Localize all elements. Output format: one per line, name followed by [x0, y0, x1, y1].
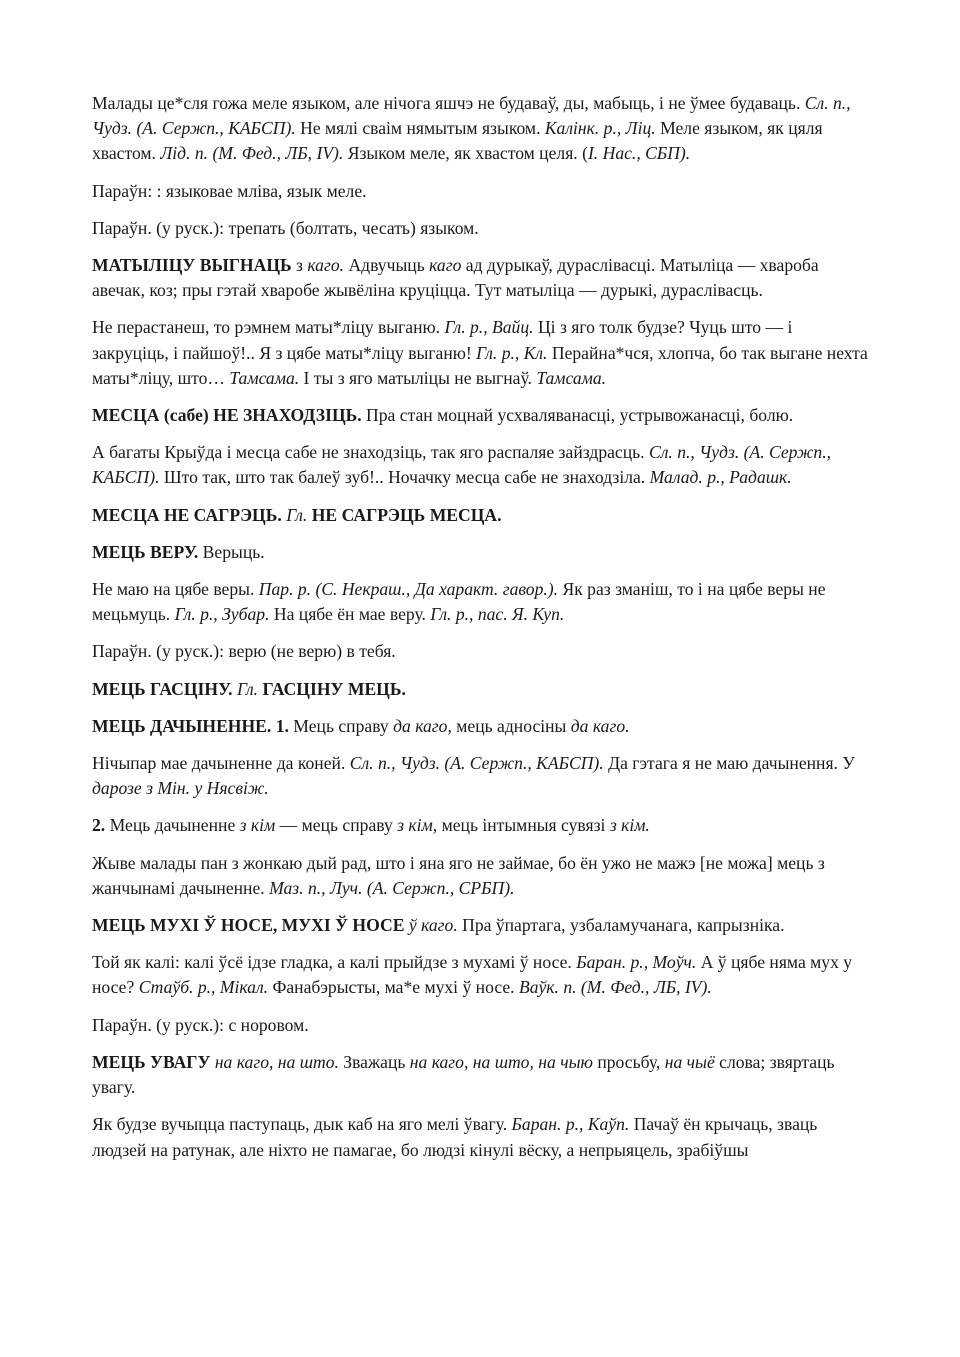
body-text: Параўн: : языковае мліва, язык меле. [92, 180, 367, 201]
body-text: просьбу, [592, 1051, 665, 1072]
body-text: Жыве малады пан з жонкаю дый рад, што і яна яго не займае, бо ён ужо не мажэ [не можа] мець з жанчынамі дачыненне. [92, 852, 825, 898]
dictionary-paragraph [92, 813, 872, 838]
source-reference: з кім [239, 815, 276, 836]
dictionary-paragraph [92, 639, 872, 664]
body-text: Да гэтага я не маю дачынення. У [603, 753, 855, 774]
source-reference: Тамсама. [536, 367, 607, 388]
body-text: Фанабэрысты, ма*е мухі ў носе. [268, 977, 519, 998]
body-text: Мець дачыненне [105, 815, 240, 836]
body-text: Як раз зманіш, то і на цябе веры не мецьмуць. [92, 579, 826, 625]
source-reference: дарозе з Мін. у Нясвіж. [92, 778, 269, 799]
source-reference: Пар. р. (С. Некраш., Да характ. гавор.). [258, 579, 559, 600]
body-text: Пачаў ён крычаць, зваць людзей на ратунак, але ніхто не памагае, бо людзі кінулі вёску, а непрыяцель, зрабіўшы [92, 1114, 818, 1160]
body-text: мець інтымныя сувязі [437, 815, 610, 836]
headword: МЕЦЬ УВАГУ [92, 1051, 211, 1072]
body-text: Не мялі сваім нямытым языком. [295, 118, 545, 139]
source-reference: да каго. [570, 715, 630, 736]
dictionary-paragraph [92, 216, 872, 241]
headword: МЕЦЬ ГАСЦІНУ. [92, 678, 233, 699]
dictionary-paragraph [92, 403, 872, 428]
dictionary-paragraph [92, 179, 872, 204]
source-reference: каго [429, 255, 462, 276]
body-text: Параўн. (у руск.): с норовом. [92, 1014, 309, 1035]
body-text: А багаты Крыўда і месца сабе не знаходзіць, так яго распаляе зайздрасць. [92, 442, 649, 463]
body-text: Верыць. [198, 541, 265, 562]
source-reference: Маз. п., Луч. (А. Сержп., СРБП). [269, 877, 515, 898]
source-reference: Гл. [236, 678, 259, 699]
body-text: І ты з яго матыліцы не выгнаў. [299, 367, 537, 388]
body-text: Пра ўпартага, узбаламучанага, капрызніка. [457, 915, 785, 936]
body-text: Перайна*чся, хлопча, бо так выгане нехта маты*ліцу, што… [92, 342, 868, 388]
dictionary-paragraph [92, 950, 872, 1000]
headword: НЕ САГРЭЦЬ МЕСЦА. [311, 504, 502, 525]
body-text: Што так, што так балеў зуб!.. Ночачку месца сабе не знаходзіла. [159, 467, 650, 488]
body-text: Як будзе вучыцца паступаць, дык каб на яго мелі ўвагу. [92, 1114, 512, 1135]
body-text: Адвучыць [344, 255, 430, 276]
dictionary-paragraph [92, 851, 872, 901]
source-reference: ў каго. [408, 915, 458, 936]
dictionary-paragraph [92, 91, 872, 167]
dictionary-paragraph [92, 577, 872, 627]
body-text: Нічыпар мае дачыненне да коней. [92, 753, 350, 774]
source-reference: на чыё [664, 1051, 715, 1072]
body-text: А ў цябе няма мух у носе? [92, 952, 853, 998]
source-reference: Ваўк. п. (М. Фед., ЛБ, IV). [518, 977, 712, 998]
source-reference: Малад. р., Радашк. [649, 467, 792, 488]
source-reference: Сл. п., Чудз. (А. Сержп., КАБСП). [92, 442, 832, 488]
source-reference: Баран. р., Моўч. [576, 952, 697, 973]
headword: МАТЫЛІЦУ ВЫГНАЦЬ [92, 255, 292, 276]
source-reference: Сл. п., Чудз. (А. Сержп., КАБСП). [92, 93, 851, 139]
dictionary-paragraph [92, 540, 872, 565]
source-reference: І. Нас., СБП). [587, 143, 691, 164]
dictionary-paragraph [92, 913, 872, 938]
source-reference: з кім, [397, 815, 438, 836]
source-reference: Гл. р., Кл. [476, 342, 548, 363]
body-text: Не перастанеш, то рэмнем маты*ліцу выганю. [92, 317, 445, 338]
dictionary-paragraph [92, 253, 872, 303]
dictionary-paragraph [92, 751, 872, 801]
source-reference: на каго, на што. [214, 1051, 339, 1072]
body-text: Параўн. (у руск.): трепать (болтать, чесать) языком. [92, 217, 479, 238]
body-text: Языком меле, як хвастом целя. ( [343, 143, 588, 164]
source-reference: Баран. р., Каўп. [511, 1114, 630, 1135]
dictionary-paragraph [92, 1112, 872, 1162]
headword: МЕСЦА (сабе) НЕ ЗНАХОДЗІЦЬ. [92, 405, 362, 426]
source-reference: Калінк. р., Ліц. [544, 118, 656, 139]
dictionary-paragraph [92, 1013, 872, 1038]
body-text: Той як калі: калі ўсё ідзе гладка, а калі прыйдзе з мухамі ў носе. [92, 952, 577, 973]
source-reference: да каго, [393, 715, 452, 736]
body-text: Пра стан моцнай усхваляванасці, устрывожанасці, болю. [361, 405, 794, 426]
body-text: Не маю на цябе веры. [92, 579, 259, 600]
headword: МЕСЦА НЕ САГРЭЦЬ. [92, 504, 282, 525]
source-reference: на каго, на што, на чыю [409, 1051, 593, 1072]
source-reference: Гл. р., Вайц. [444, 317, 534, 338]
dictionary-paragraph [92, 1050, 872, 1100]
dictionary-paragraph [92, 503, 872, 528]
body-text: Меле языком, як цяля хвастом. [92, 118, 823, 164]
source-reference: Сл. п., Чудз. (А. Сержп., КАБСП). [349, 753, 604, 774]
dictionary-paragraph [92, 677, 872, 702]
source-reference: Гл. р., Зубар. [174, 604, 270, 625]
document-page [92, 91, 872, 1175]
headword: 2. [92, 815, 106, 836]
source-reference: Тамсама. [229, 367, 300, 388]
dictionary-paragraph [92, 440, 872, 490]
source-reference: Гл. р., пас. Я. Куп. [430, 604, 565, 625]
headword: ГАСЦІНУ МЕЦЬ. [262, 678, 406, 699]
source-reference: каго. [307, 255, 345, 276]
source-reference: Лід. п. (М. Фед., ЛБ, IV). [160, 143, 344, 164]
body-text: слова; звяртаць увагу. [92, 1051, 835, 1098]
source-reference: Гл. [286, 504, 308, 525]
source-reference: з кім. [609, 815, 650, 836]
dictionary-paragraph [92, 315, 872, 391]
body-text: Ці з яго толк будзе? Чуць што — і закруціць, і пайшоў!.. Я з цябе маты*ліцу выганю! [92, 317, 793, 363]
body-text: ад дурыкаў, дураслівасці. Матыліца — хвароба авечак, коз; пры гэтай хваробе жывёліна круціцца. Тут матыліца — дурыкі, дураслівасць. [92, 255, 819, 301]
body-text: Параўн. (у руск.): верю (не верю) в тебя. [92, 641, 396, 662]
headword: МЕЦЬ МУХІ Ў НОСЕ, МУХІ Ў НОСЕ [92, 915, 405, 936]
body-text: Малады це*сля гожа меле языком, але нічога яшчэ не будаваў, ды, мабыць, і не ўмее будаваць. [92, 93, 805, 113]
body-text: мець адносіны [451, 715, 571, 736]
headword: МЕЦЬ ВЕРУ. [92, 541, 199, 562]
body-text: з [291, 255, 308, 276]
source-reference: Стаўб. р., Мікал. [138, 977, 269, 998]
body-text: На цябе ён мае веру. [269, 604, 431, 625]
dictionary-paragraph [92, 714, 872, 739]
headword: МЕЦЬ ДАЧЫНЕННЕ. 1. [92, 715, 289, 736]
body-text: Зважаць [338, 1051, 410, 1072]
body-text: Мець справу [288, 715, 394, 736]
body-text: — мець справу [275, 815, 398, 836]
